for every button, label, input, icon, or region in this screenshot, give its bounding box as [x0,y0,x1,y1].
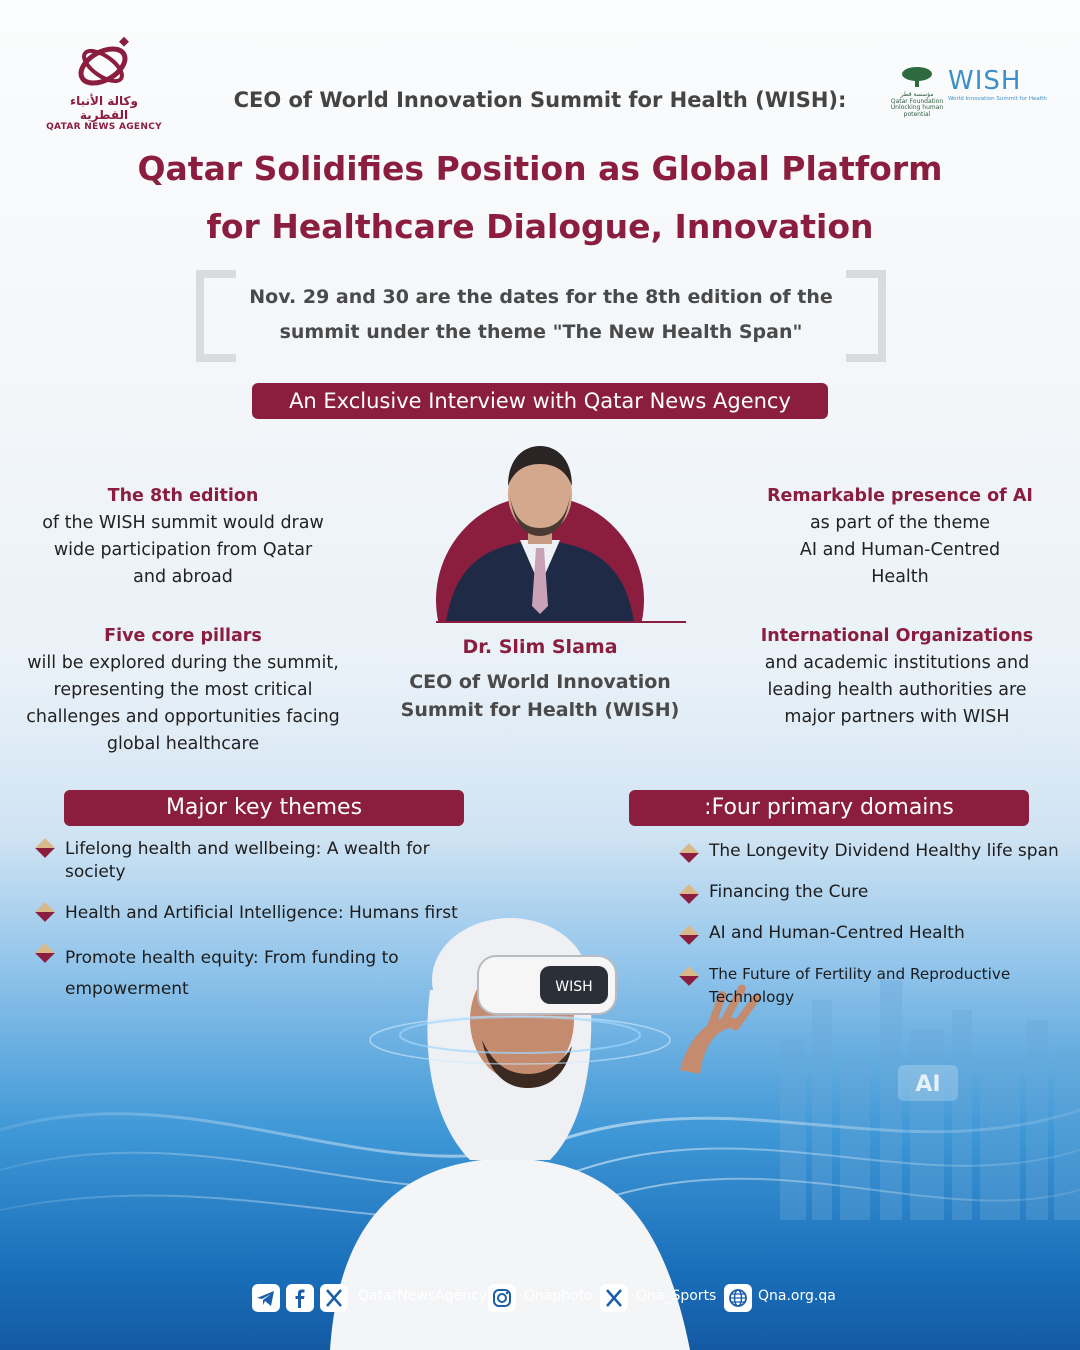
fact-line: leading health authorities are [767,680,1027,700]
fact-eighth-edition [23,483,343,591]
domains-list [682,840,1077,1027]
x-icon[interactable] [320,1284,348,1312]
social-bar [250,1282,850,1316]
website[interactable]: Qna.org.qa [758,1288,836,1304]
domain-text: The Future of Fertility and Reproductive Technology [709,965,1011,1006]
qf-name: Qatar Foundation [890,97,944,105]
fact-ai-presence [740,483,1060,591]
list-item [38,902,478,925]
portrait-frame [436,436,644,622]
themes-list [38,838,478,1023]
list-item [682,922,1077,945]
diamond-bullet-icon [35,902,55,922]
diamond-bullet-icon [35,838,55,858]
domain-text: AI and Human-Centred Health [709,923,965,943]
diamond-bullet-icon [679,843,699,863]
diamond-bullet-icon [35,943,55,963]
fact-line: representing the most critical [53,680,313,700]
person-name: Dr. Slim Slama [462,636,618,658]
headline [0,140,1080,256]
fact-line: major partners with WISH [784,707,1010,727]
fact-line: Health [871,567,929,587]
theme-text: Lifelong health and wellbeing: A wealth for society [65,839,430,882]
headline-line-2: for Healthcare Dialogue, Innovation [206,207,874,246]
domains-heading: :Four primary domains [629,790,1029,826]
theme-text: Health and Artificial Intelligence: Humans first [65,903,458,923]
kicker: CEO of World Innovation Summit for Health (WISH): [233,88,847,112]
fact-line: will be explored during the summit, [27,653,339,673]
qna-logo [44,34,164,132]
fact-heading: Remarkable presence of AI [767,486,1033,506]
handle-instagram[interactable]: Qnaphoto [524,1288,593,1304]
fact-line: global healthcare [106,734,260,754]
list-item [38,943,478,1005]
diamond-bullet-icon [679,925,699,945]
domain-text: The Longevity Dividend Healthy life span [709,841,1059,861]
themes-heading: Major key themes [64,790,464,826]
wish-wordmark: WISH [948,66,1022,96]
fact-line: wide participation from Qatar [53,540,313,560]
domain-text: Financing the Cure [709,882,869,902]
fact-line: and abroad [133,567,233,587]
date-text [196,280,886,350]
portrait-divider [436,621,686,623]
fact-line: challenges and opportunities facing [26,707,340,727]
agency-english-name: QATAR NEWS AGENCY [46,122,162,132]
fact-heading: The 8th edition [107,486,259,506]
date-line-2: summit under the theme "The New Health Span" [279,321,803,343]
exclusive-banner: An Exclusive Interview with Qatar News Agency [252,383,828,419]
fact-line: and academic institutions and [764,653,1030,673]
globe-icon[interactable] [724,1284,752,1312]
wish-subtitle: World Innovation Summit for Health [948,96,1047,102]
instagram-icon[interactable] [488,1284,516,1312]
x-icon[interactable] [600,1284,628,1312]
list-item [682,840,1077,863]
handle-main[interactable]: QatarNewsAgency [358,1288,488,1304]
person-title [380,668,700,724]
date-callout [196,270,886,362]
tree-icon [900,66,934,88]
portrait [436,436,644,622]
fact-line: AI and Human-Centred [799,540,1001,560]
qf-tagline: Unlocking human potential [890,104,944,118]
diamond-bullet-icon [679,966,699,986]
ai-label: AI [915,1072,941,1097]
fact-heading: International Organizations [760,626,1034,646]
telegram-icon[interactable] [252,1284,280,1312]
fact-international-orgs [737,623,1057,731]
handle-x[interactable]: Qna_Sports [636,1288,717,1304]
facebook-icon[interactable] [286,1284,314,1312]
list-item [38,838,478,884]
list-item [682,963,1077,1009]
fact-core-pillars [23,623,343,758]
fact-line: as part of the theme [809,513,991,533]
person-photo-icon [436,436,644,622]
qf-arabic: مؤسسة قطر [900,91,934,98]
headline-line-1: Qatar Solidifies Position as Global Platform [137,149,943,188]
agency-arabic-name: وكالة الأنباء القطرية [70,94,138,122]
theme-text: Promote health equity: From funding to empowerment [65,948,399,999]
diamond-bullet-icon [679,884,699,904]
person-title-line-2: Summit for Health (WISH) [400,699,680,721]
fact-line: of the WISH summit would draw [42,513,324,533]
headset-brand: WISH [555,979,593,995]
person-title-line-1: CEO of World Innovation [409,671,671,693]
qna-logo-icon [69,34,139,92]
fact-heading: Five core pillars [104,626,262,646]
date-line-1: Nov. 29 and 30 are the dates for the 8th edition of the [249,286,833,308]
list-item [682,881,1077,904]
